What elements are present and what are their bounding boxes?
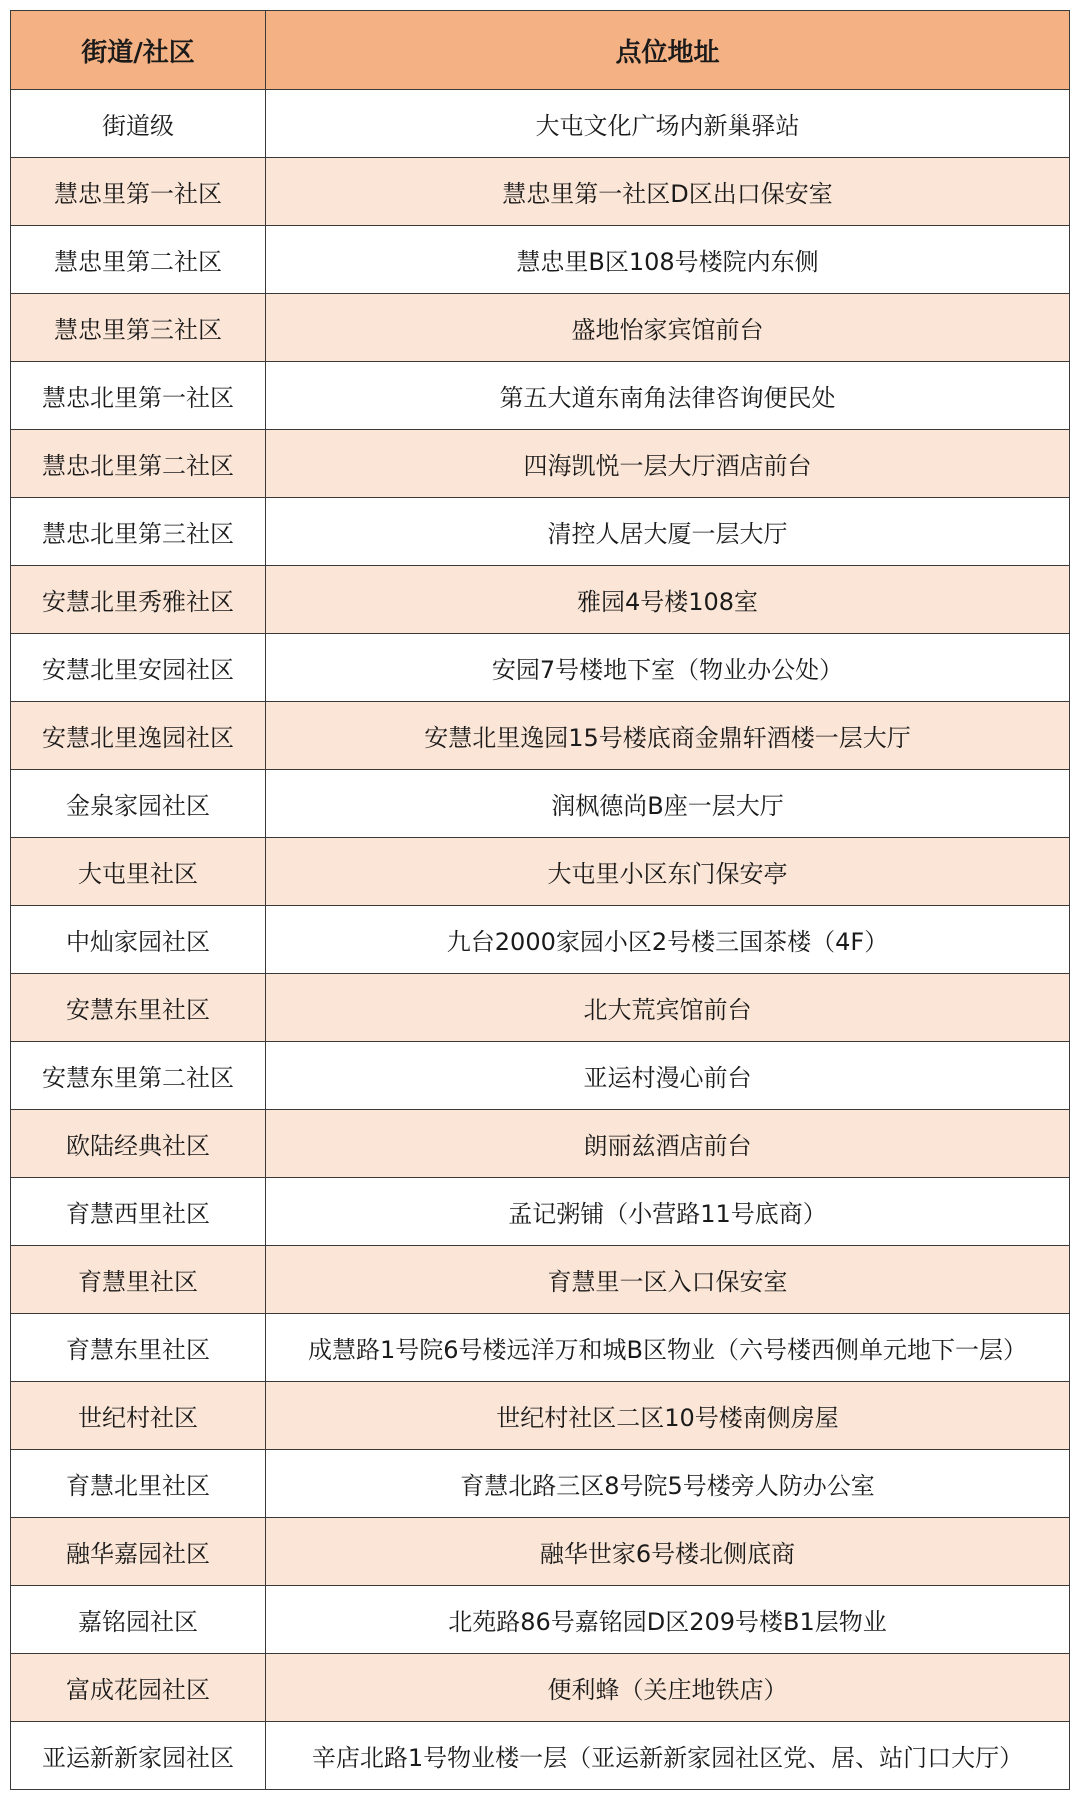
table-row (11, 498, 1070, 566)
community-cell: 大屯里社区 (11, 838, 266, 906)
community-cell: 慧忠北里第三社区 (11, 498, 266, 566)
table-row (11, 1450, 1070, 1518)
community-cell: 欧陆经典社区 (11, 1110, 266, 1178)
address-cell: 便利蜂（关庄地铁店） (266, 1654, 1070, 1722)
address-cell: 成慧路1号院6号楼远洋万和城B区物业（六号楼西侧单元地下一层） (266, 1314, 1070, 1382)
table-row (11, 294, 1070, 362)
table-row (11, 1110, 1070, 1178)
table-row (11, 1042, 1070, 1110)
table-row (11, 1246, 1070, 1314)
table-body (11, 90, 1070, 1790)
address-cell: 世纪村社区二区10号楼南侧房屋 (266, 1382, 1070, 1450)
community-cell: 慧忠里第二社区 (11, 226, 266, 294)
community-cell: 育慧西里社区 (11, 1178, 266, 1246)
table-row (11, 634, 1070, 702)
address-cell: 育慧里一区入口保安室 (266, 1246, 1070, 1314)
community-cell: 育慧东里社区 (11, 1314, 266, 1382)
address-cell: 安园7号楼地下室（物业办公处） (266, 634, 1070, 702)
header-row (11, 11, 1070, 90)
table-row (11, 158, 1070, 226)
community-cell: 慧忠里第一社区 (11, 158, 266, 226)
community-cell: 嘉铭园社区 (11, 1586, 266, 1654)
community-cell: 富成花园社区 (11, 1654, 266, 1722)
table-row (11, 1654, 1070, 1722)
table-row (11, 90, 1070, 158)
address-cell: 清控人居大厦一层大厅 (266, 498, 1070, 566)
header-community: 街道/社区 (11, 11, 266, 90)
community-cell: 安慧北里逸园社区 (11, 702, 266, 770)
community-cell: 育慧里社区 (11, 1246, 266, 1314)
address-cell: 孟记粥铺（小营路11号底商） (266, 1178, 1070, 1246)
address-cell: 安慧北里逸园15号楼底商金鼎轩酒楼一层大厅 (266, 702, 1070, 770)
table-row (11, 1314, 1070, 1382)
header-address: 点位地址 (266, 11, 1070, 90)
community-cell: 安慧北里安园社区 (11, 634, 266, 702)
address-cell: 育慧北路三区8号院5号楼旁人防办公室 (266, 1450, 1070, 1518)
address-cell: 四海凯悦一层大厅酒店前台 (266, 430, 1070, 498)
location-table (10, 10, 1070, 1790)
address-cell: 北大荒宾馆前台 (266, 974, 1070, 1042)
address-cell: 慧忠里第一社区D区出口保安室 (266, 158, 1070, 226)
community-cell: 街道级 (11, 90, 266, 158)
address-cell: 朗丽兹酒店前台 (266, 1110, 1070, 1178)
address-cell: 融华世家6号楼北侧底商 (266, 1518, 1070, 1586)
community-cell: 中灿家园社区 (11, 906, 266, 974)
address-cell: 大屯文化广场内新巢驿站 (266, 90, 1070, 158)
address-cell: 第五大道东南角法律咨询便民处 (266, 362, 1070, 430)
community-cell: 安慧东里第二社区 (11, 1042, 266, 1110)
table-row (11, 702, 1070, 770)
table-row (11, 566, 1070, 634)
address-cell: 北苑路86号嘉铭园D区209号楼B1层物业 (266, 1586, 1070, 1654)
community-cell: 慧忠里第三社区 (11, 294, 266, 362)
community-cell: 安慧北里秀雅社区 (11, 566, 266, 634)
table-row (11, 1586, 1070, 1654)
address-cell: 辛店北路1号物业楼一层（亚运新新家园社区党、居、站门口大厅） (266, 1722, 1070, 1790)
address-cell: 九台2000家园小区2号楼三国茶楼（4F） (266, 906, 1070, 974)
address-cell: 慧忠里B区108号楼院内东侧 (266, 226, 1070, 294)
table-row (11, 838, 1070, 906)
table-row (11, 430, 1070, 498)
table-row (11, 226, 1070, 294)
address-cell: 亚运村漫心前台 (266, 1042, 1070, 1110)
community-cell: 慧忠北里第一社区 (11, 362, 266, 430)
table-row (11, 1382, 1070, 1450)
table-row (11, 362, 1070, 430)
community-cell: 育慧北里社区 (11, 1450, 266, 1518)
community-cell: 世纪村社区 (11, 1382, 266, 1450)
table-row (11, 974, 1070, 1042)
table-row (11, 906, 1070, 974)
community-cell: 亚运新新家园社区 (11, 1722, 266, 1790)
community-cell: 慧忠北里第二社区 (11, 430, 266, 498)
address-cell: 盛地怡家宾馆前台 (266, 294, 1070, 362)
community-cell: 安慧东里社区 (11, 974, 266, 1042)
table-row (11, 1722, 1070, 1790)
table-header (11, 11, 1070, 90)
address-cell: 雅园4号楼108室 (266, 566, 1070, 634)
table-row (11, 1178, 1070, 1246)
address-cell: 润枫德尚B座一层大厅 (266, 770, 1070, 838)
community-cell: 融华嘉园社区 (11, 1518, 266, 1586)
community-cell: 金泉家园社区 (11, 770, 266, 838)
address-cell: 大屯里小区东门保安亭 (266, 838, 1070, 906)
table-row (11, 770, 1070, 838)
table-row (11, 1518, 1070, 1586)
